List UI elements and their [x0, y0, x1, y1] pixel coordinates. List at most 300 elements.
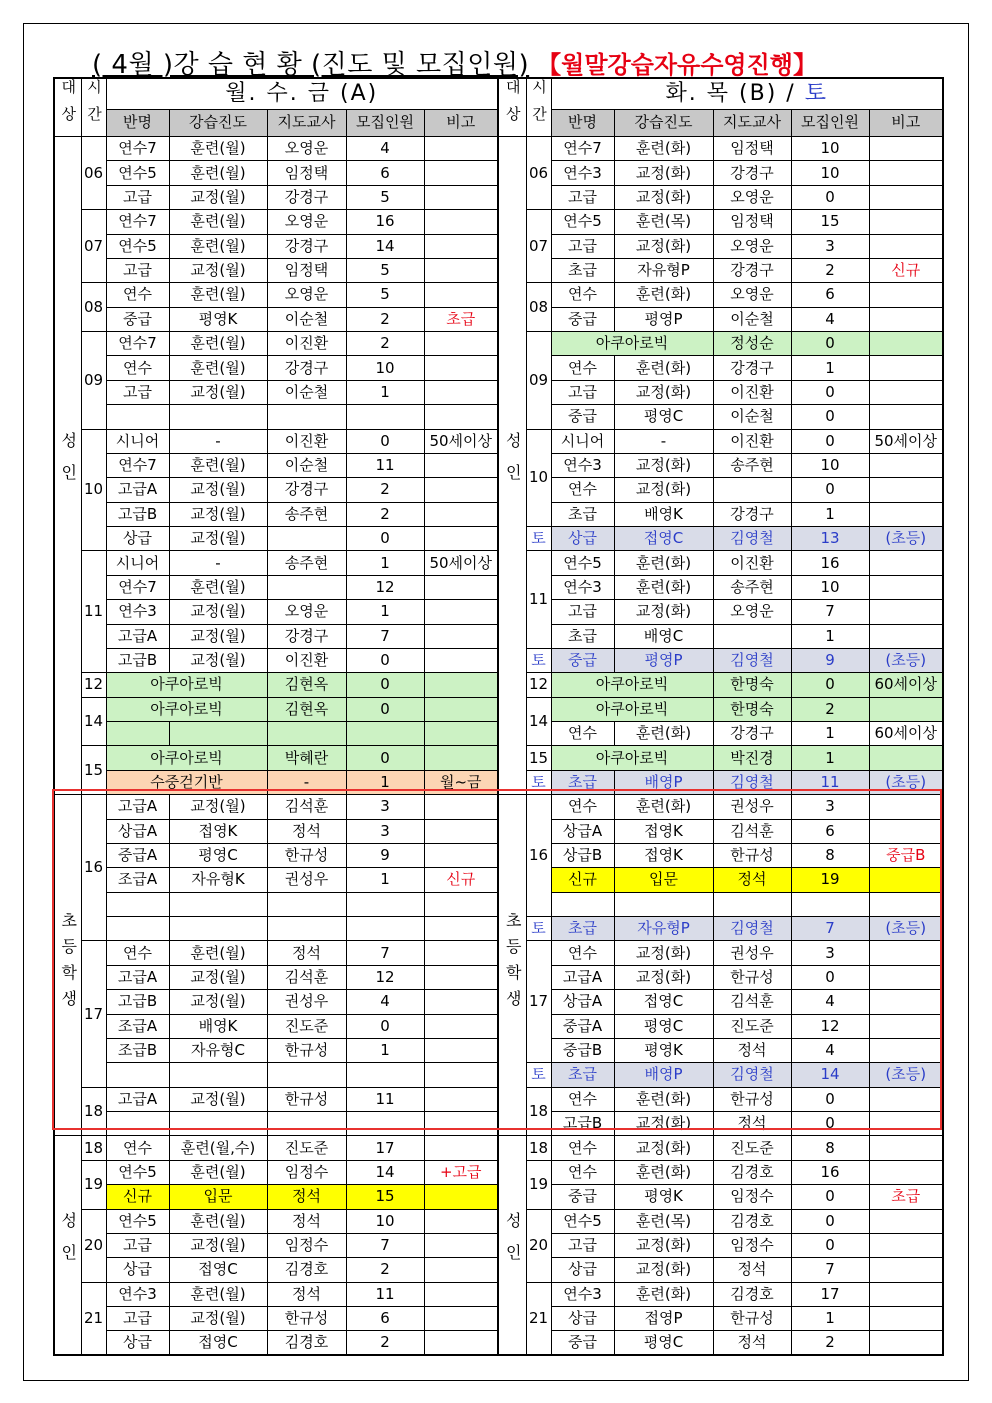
- instructor: 한규성: [713, 843, 791, 867]
- remark: [424, 843, 498, 867]
- class-name: 고급B: [106, 990, 169, 1014]
- progress: 훈련(화): [614, 1160, 713, 1184]
- remark: [424, 1331, 498, 1355]
- header-time-right: [526, 78, 551, 137]
- instructor: 임정수: [713, 1233, 791, 1257]
- instructor: [713, 478, 791, 502]
- class-name: 조급A: [106, 868, 169, 892]
- enrollment-count: 1: [791, 502, 869, 526]
- time-cell: 20: [526, 1209, 551, 1282]
- instructor: 정석: [267, 1282, 346, 1306]
- target-label: 성인: [503, 432, 523, 497]
- column-header-progress: 강습진도: [614, 109, 713, 136]
- remark: [424, 161, 498, 185]
- remark: [869, 1112, 943, 1136]
- header-time-label: 시간: [85, 79, 103, 133]
- remark: [424, 502, 498, 526]
- instructor: 한규성: [713, 1307, 791, 1331]
- remark: [869, 1014, 943, 1038]
- remark: [869, 356, 943, 380]
- class-name: 연수3: [551, 575, 614, 599]
- remark: [424, 478, 498, 502]
- class-name: [106, 405, 169, 429]
- instructor: 강경구: [713, 722, 791, 746]
- enrollment-count: 0: [346, 429, 424, 453]
- progress: 교정(월): [169, 185, 267, 209]
- instructor: 김현옥: [267, 673, 346, 697]
- enrollment-count: 11: [791, 770, 869, 794]
- instructor: 한규성: [267, 1038, 346, 1062]
- instructor: 정석: [713, 1258, 791, 1282]
- instructor: [267, 575, 346, 599]
- instructor: 임정택: [267, 161, 346, 185]
- class-name: 고급B: [106, 502, 169, 526]
- instructor: 이순철: [713, 405, 791, 429]
- remark: [869, 1233, 943, 1257]
- progress: 접영C: [614, 527, 713, 551]
- enrollment-count: 5: [346, 258, 424, 282]
- progress: 배영C: [614, 624, 713, 648]
- remark: [869, 868, 943, 892]
- instructor: 권성우: [713, 795, 791, 819]
- enrollment-count: 9: [791, 648, 869, 672]
- enrollment-count: 6: [346, 161, 424, 185]
- target-cell: [54, 795, 81, 1136]
- enrollment-count: 8: [791, 1136, 869, 1160]
- remark: [869, 137, 943, 161]
- class-name-merged: 아쿠아로빅: [551, 673, 713, 697]
- enrollment-count: 6: [791, 283, 869, 307]
- target-label: 성인: [58, 432, 78, 497]
- time-cell: 06: [526, 137, 551, 210]
- progress: 배영K: [614, 502, 713, 526]
- remark: [869, 1331, 943, 1355]
- schedule-title-mon-wed-fri: 월. 수. 금 (A): [106, 78, 498, 109]
- enrollment-count: 7: [346, 624, 424, 648]
- class-name: 고급: [551, 600, 614, 624]
- remark: [869, 283, 943, 307]
- instructor: 임정택: [713, 137, 791, 161]
- instructor: 김석훈: [267, 965, 346, 989]
- class-name: 초급: [551, 258, 614, 282]
- remark: [424, 1136, 498, 1160]
- progress: 훈련(화): [614, 356, 713, 380]
- instructor: 김현옥: [267, 697, 346, 721]
- enrollment-count: 7: [346, 1233, 424, 1257]
- enrollment-count: 10: [791, 161, 869, 185]
- progress: 교정(화): [614, 1233, 713, 1257]
- progress: 배영K: [169, 1014, 267, 1038]
- enrollment-count: 0: [791, 380, 869, 404]
- instructor: 임정택: [713, 210, 791, 234]
- progress: 교정(월): [169, 502, 267, 526]
- class-name: 초급: [551, 917, 614, 941]
- enrollment-count: 0: [791, 965, 869, 989]
- class-name: 연수: [551, 1136, 614, 1160]
- enrollment-count: 13: [791, 527, 869, 551]
- time-cell: 20: [81, 1209, 106, 1282]
- instructor: 이순철: [267, 380, 346, 404]
- class-name: 고급B: [551, 1112, 614, 1136]
- class-name: 신규: [551, 868, 614, 892]
- instructor: 정석: [713, 1331, 791, 1355]
- remark: [424, 1282, 498, 1306]
- column-header-class: 반명: [551, 109, 614, 136]
- instructor: 오영운: [267, 600, 346, 624]
- enrollment-count: 7: [791, 600, 869, 624]
- remark: [424, 917, 498, 941]
- enrollment-count: 1: [346, 551, 424, 575]
- remark: [424, 527, 498, 551]
- remark: [424, 795, 498, 819]
- time-cell: 06: [81, 137, 106, 210]
- instructor: [713, 624, 791, 648]
- page-title: ( 4월 )강 습 현 황 (진도 및 모집인원): [92, 50, 530, 80]
- progress: 접영K: [614, 819, 713, 843]
- class-name: 시니어: [106, 551, 169, 575]
- instructor: 오영운: [713, 234, 791, 258]
- remark: [424, 746, 498, 770]
- remark: [869, 380, 943, 404]
- progress: 교정(화): [614, 1136, 713, 1160]
- class-name: 상급: [106, 527, 169, 551]
- progress: 접영K: [614, 843, 713, 867]
- remark: [869, 575, 943, 599]
- progress: 평영K: [169, 307, 267, 331]
- progress: 훈련(월): [169, 234, 267, 258]
- schedule-body: [54, 137, 943, 1356]
- instructor: 정석: [267, 1185, 346, 1209]
- progress: 교정(화): [614, 1258, 713, 1282]
- time-cell: 16: [526, 795, 551, 917]
- class-name-merged: 아쿠아로빅: [106, 697, 267, 721]
- remark: [869, 551, 943, 575]
- instructor: 강경구: [713, 258, 791, 282]
- instructor: 오영운: [267, 210, 346, 234]
- instructor: 김경호: [713, 1209, 791, 1233]
- schedule-title-tue-thu: 화. 목 (B) /: [665, 80, 796, 106]
- class-name: 연수5: [106, 1209, 169, 1233]
- target-cell: [54, 137, 81, 795]
- instructor: [267, 722, 346, 746]
- time-cell: 10: [81, 429, 106, 551]
- column-header-class: 반명: [106, 109, 169, 136]
- remark: 초급: [424, 307, 498, 331]
- remark: [869, 332, 943, 356]
- instructor: 강경구: [267, 356, 346, 380]
- class-name: 연수5: [106, 1160, 169, 1184]
- class-name: [551, 892, 614, 916]
- instructor: 이순철: [267, 453, 346, 477]
- class-name: 상급A: [551, 990, 614, 1014]
- enrollment-count: 1: [346, 600, 424, 624]
- remark: [869, 892, 943, 916]
- time-cell: 21: [526, 1282, 551, 1355]
- progress: 훈련(목): [614, 1209, 713, 1233]
- time-cell: 07: [81, 210, 106, 283]
- enrollment-count: [791, 892, 869, 916]
- progress: 배영P: [614, 1063, 713, 1087]
- document-title: [92, 44, 817, 81]
- enrollment-count: 16: [791, 1160, 869, 1184]
- progress: 훈련(월): [169, 575, 267, 599]
- instructor: 강경구: [267, 185, 346, 209]
- remark: [424, 697, 498, 721]
- time-cell: 토: [526, 648, 551, 672]
- enrollment-count: 10: [346, 356, 424, 380]
- enrollment-count: 4: [346, 137, 424, 161]
- instructor: 김영철: [713, 527, 791, 551]
- class-name: 조급B: [106, 1038, 169, 1062]
- enrollment-count: 1: [791, 746, 869, 770]
- progress: 훈련(월): [169, 1160, 267, 1184]
- time-cell: 15: [81, 746, 106, 795]
- enrollment-count: 4: [791, 1038, 869, 1062]
- enrollment-count: 3: [791, 795, 869, 819]
- instructor: 진도준: [267, 1014, 346, 1038]
- schedule-title-sat: 토: [804, 80, 828, 106]
- class-name-merged: 아쿠아로빅: [551, 332, 713, 356]
- remark: (초등): [869, 770, 943, 794]
- progress: 접영K: [169, 819, 267, 843]
- class-name: 초급: [551, 1063, 614, 1087]
- target-label: 성인: [503, 1211, 523, 1276]
- instructor: 임정수: [267, 1233, 346, 1257]
- class-name: 고급A: [106, 795, 169, 819]
- instructor: 송주현: [267, 502, 346, 526]
- class-name: 초급: [551, 624, 614, 648]
- enrollment-count: 10: [791, 575, 869, 599]
- class-name: 상급: [106, 1258, 169, 1282]
- progress: 입문: [614, 868, 713, 892]
- target-cell: [498, 1136, 526, 1355]
- remark: [869, 1307, 943, 1331]
- instructor: 정석: [713, 1038, 791, 1062]
- remark: [424, 1258, 498, 1282]
- column-header-remark: 비고: [869, 109, 943, 136]
- remark: 60세이상: [869, 722, 943, 746]
- enrollment-count: [346, 405, 424, 429]
- class-name: 연수3: [551, 161, 614, 185]
- instructor: 송주현: [267, 551, 346, 575]
- time-cell: 14: [526, 697, 551, 746]
- enrollment-count: 14: [346, 1160, 424, 1184]
- remark: [424, 1233, 498, 1257]
- time-cell: 18: [526, 1136, 551, 1160]
- instructor: 강경구: [713, 356, 791, 380]
- remark: [424, 1087, 498, 1111]
- remark: [424, 356, 498, 380]
- instructor: 강경구: [267, 624, 346, 648]
- class-name: 초급: [551, 502, 614, 526]
- remark: [424, 673, 498, 697]
- table-row: [54, 1136, 943, 1160]
- remark: [869, 600, 943, 624]
- instructor: 오영운: [713, 185, 791, 209]
- progress: 교정(화): [614, 185, 713, 209]
- class-name: 고급: [551, 1233, 614, 1257]
- enrollment-count: 0: [791, 429, 869, 453]
- target-cell: [54, 1136, 81, 1355]
- time-cell: 18: [81, 1087, 106, 1136]
- class-name: 연수: [551, 1160, 614, 1184]
- remark: [424, 1038, 498, 1062]
- instructor: [713, 892, 791, 916]
- remark: [424, 941, 498, 965]
- class-name: 연수7: [106, 210, 169, 234]
- remark: 신규: [869, 258, 943, 282]
- remark: [424, 600, 498, 624]
- remark: [869, 965, 943, 989]
- remark: (초등): [869, 1063, 943, 1087]
- remark: [869, 210, 943, 234]
- class-name: 연수: [106, 356, 169, 380]
- enrollment-count: 14: [791, 1063, 869, 1087]
- remark: [424, 819, 498, 843]
- instructor: 권성우: [267, 868, 346, 892]
- class-name: 연수: [106, 1136, 169, 1160]
- enrollment-count: 15: [346, 1185, 424, 1209]
- progress: 훈련(화): [614, 551, 713, 575]
- enrollment-count: 0: [791, 405, 869, 429]
- progress: 평영C: [614, 1331, 713, 1355]
- instructor: 강경구: [713, 502, 791, 526]
- class-name: 연수5: [551, 551, 614, 575]
- time-cell: 토: [526, 1063, 551, 1087]
- remark: [869, 1136, 943, 1160]
- time-cell: 18: [81, 1136, 106, 1160]
- remark: [424, 1014, 498, 1038]
- progress: [169, 722, 267, 746]
- remark: [424, 624, 498, 648]
- progress: [169, 917, 267, 941]
- remark: [424, 1185, 498, 1209]
- progress: 평영C: [614, 1014, 713, 1038]
- class-name-merged: 아쿠아로빅: [551, 697, 713, 721]
- instructor: [267, 917, 346, 941]
- class-name: 고급A: [106, 624, 169, 648]
- instructor: [267, 1063, 346, 1087]
- class-name-merged: 아쿠아로빅: [551, 746, 713, 770]
- remark: [869, 234, 943, 258]
- class-name: 신규: [106, 1185, 169, 1209]
- target-label: 초등학생: [503, 911, 523, 1016]
- remark: 60세이상: [869, 673, 943, 697]
- instructor: 이진환: [267, 648, 346, 672]
- enrollment-count: 5: [346, 185, 424, 209]
- remark: [424, 210, 498, 234]
- time-cell: 12: [81, 673, 106, 697]
- instructor: 이진환: [267, 429, 346, 453]
- enrollment-count: 10: [791, 453, 869, 477]
- progress: 훈련(월): [169, 1209, 267, 1233]
- instructor: 이진환: [267, 332, 346, 356]
- remark: [869, 307, 943, 331]
- enrollment-count: 10: [791, 137, 869, 161]
- instructor: 진도준: [713, 1014, 791, 1038]
- instructor: 한명숙: [713, 697, 791, 721]
- enrollment-count: 1: [346, 868, 424, 892]
- progress: 교정(월): [169, 527, 267, 551]
- class-name: 중급: [551, 648, 614, 672]
- instructor: 이진환: [713, 380, 791, 404]
- schedule-title-tue-thu-sat: [551, 78, 943, 109]
- progress: 평영C: [169, 843, 267, 867]
- enrollment-count: 17: [346, 1136, 424, 1160]
- progress: 훈련(월,수): [169, 1136, 267, 1160]
- progress: [169, 405, 267, 429]
- enrollment-count: 2: [346, 478, 424, 502]
- class-name: 연수5: [551, 1209, 614, 1233]
- time-cell: 17: [526, 941, 551, 1063]
- progress: [169, 892, 267, 916]
- remark: [869, 502, 943, 526]
- remark: 50세이상: [424, 429, 498, 453]
- class-name: 연수: [551, 283, 614, 307]
- class-name: 고급: [106, 380, 169, 404]
- column-header-instructor: 지도교사: [713, 109, 791, 136]
- instructor: 한규성: [713, 965, 791, 989]
- progress: 교정(월): [169, 1233, 267, 1257]
- enrollment-count: 2: [346, 307, 424, 331]
- enrollment-count: 7: [346, 941, 424, 965]
- class-name: 중급A: [551, 1014, 614, 1038]
- instructor: 박혜란: [267, 746, 346, 770]
- instructor: 김영철: [713, 1063, 791, 1087]
- class-name: 조급A: [106, 1014, 169, 1038]
- time-cell: 19: [526, 1160, 551, 1209]
- progress: 교정(화): [614, 380, 713, 404]
- class-name: 상급A: [106, 819, 169, 843]
- remark: [424, 722, 498, 746]
- class-name: [106, 892, 169, 916]
- instructor: [267, 405, 346, 429]
- progress: 평영C: [614, 405, 713, 429]
- class-name: 상급B: [551, 843, 614, 867]
- enrollment-count: 12: [791, 1014, 869, 1038]
- remark: [424, 258, 498, 282]
- class-name: 상급A: [551, 819, 614, 843]
- enrollment-count: 4: [791, 307, 869, 331]
- enrollment-count: 8: [791, 843, 869, 867]
- progress: 교정(화): [614, 941, 713, 965]
- instructor: 이진환: [713, 429, 791, 453]
- instructor: 정성순: [713, 332, 791, 356]
- progress: 교정(월): [169, 380, 267, 404]
- remark: [424, 234, 498, 258]
- class-name: 시니어: [106, 429, 169, 453]
- enrollment-count: 4: [791, 990, 869, 1014]
- remark: [424, 185, 498, 209]
- enrollment-count: 15: [791, 210, 869, 234]
- instructor: [267, 527, 346, 551]
- progress: 훈련(목): [614, 210, 713, 234]
- progress: -: [169, 551, 267, 575]
- class-name: 상급: [106, 1331, 169, 1355]
- enrollment-count: 0: [791, 1112, 869, 1136]
- class-name: 연수: [551, 356, 614, 380]
- progress: 훈련(화): [614, 575, 713, 599]
- class-name: 상급: [551, 1258, 614, 1282]
- class-name: 중급A: [106, 843, 169, 867]
- instructor: 김경호: [713, 1282, 791, 1306]
- remark: [869, 746, 943, 770]
- time-cell: 10: [526, 429, 551, 527]
- class-name: 연수: [551, 478, 614, 502]
- class-name: 시니어: [551, 429, 614, 453]
- class-name: 연수5: [551, 210, 614, 234]
- progress: 입문: [169, 1185, 267, 1209]
